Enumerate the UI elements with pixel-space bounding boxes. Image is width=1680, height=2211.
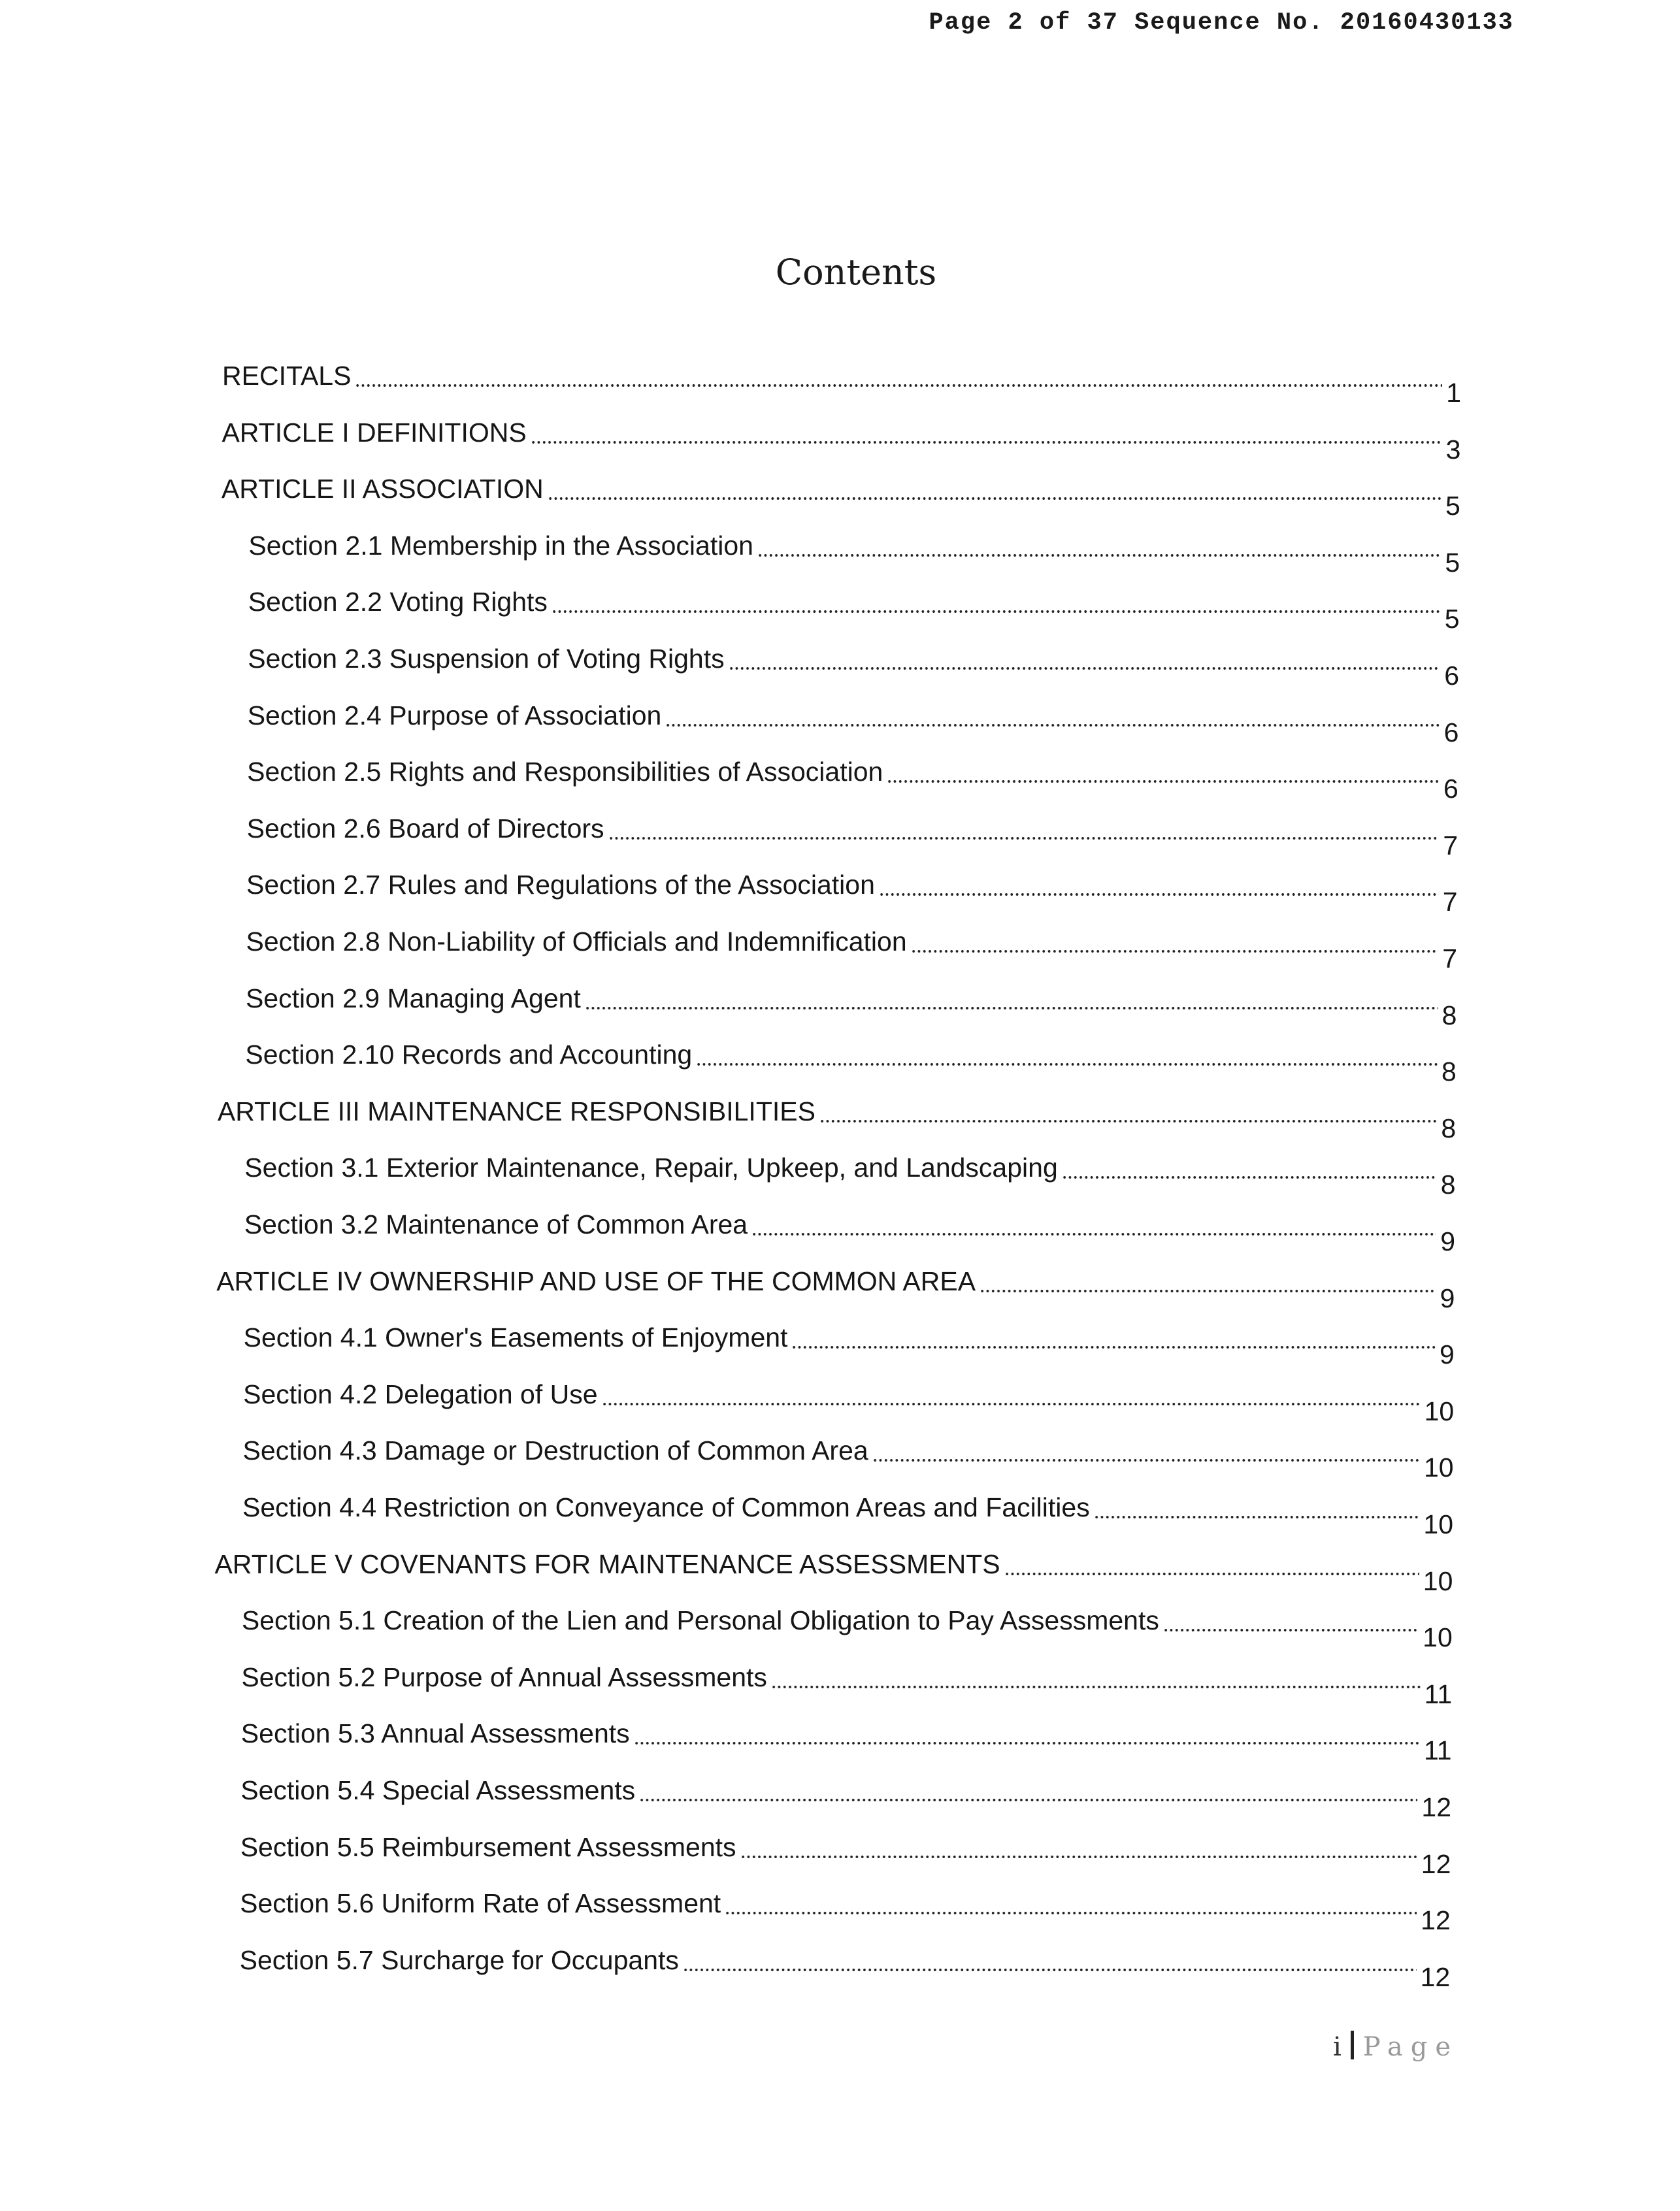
toc-entry-label: Section 3.2 Maintenance of Common Area xyxy=(244,1209,748,1239)
toc-section-entry[interactable] xyxy=(248,587,1460,634)
toc-dot-leader xyxy=(1094,1516,1420,1518)
toc-dot-leader xyxy=(771,1686,1421,1688)
toc-entry-page-number: 10 xyxy=(1423,1509,1453,1539)
toc-section-entry[interactable] xyxy=(244,1209,1455,1256)
toc-dot-leader xyxy=(872,1459,1420,1462)
toc-entry-page-number: 5 xyxy=(1445,491,1460,521)
toc-article-entry[interactable] xyxy=(216,1266,1455,1313)
page-sequence-header: Page 2 of 37 Sequence No. 20160430133 xyxy=(929,9,1514,37)
page-footer xyxy=(1333,2031,1458,2062)
toc-section-entry[interactable] xyxy=(246,870,1458,917)
toc-entry-page-number: 9 xyxy=(1440,1283,1455,1313)
toc-entry-label: Section 5.4 Special Assessments xyxy=(240,1775,636,1805)
toc-dot-leader xyxy=(585,1007,1438,1009)
footer-divider xyxy=(1351,2031,1354,2059)
toc-entry-label: Section 4.3 Damage or Destruction of Common Area xyxy=(242,1435,868,1466)
toc-section-entry[interactable] xyxy=(245,1040,1457,1087)
toc-entry-label: Section 4.4 Restriction on Conveyance of Common Areas and Facilities xyxy=(242,1492,1090,1522)
toc-entry-label: Section 5.7 Surcharge for Occupants xyxy=(239,1944,679,1975)
footer-page-number: i xyxy=(1333,2032,1345,2062)
toc-dot-leader xyxy=(531,441,1442,444)
toc-entry-page-number: 12 xyxy=(1421,1792,1451,1822)
toc-dot-leader xyxy=(791,1346,1436,1349)
toc-section-entry[interactable] xyxy=(240,1718,1452,1766)
toc-entry-label: Section 2.2 Voting Rights xyxy=(248,587,548,617)
toc-entry-page-number: 5 xyxy=(1444,604,1460,634)
toc-article-entry[interactable] xyxy=(221,474,1460,521)
toc-dot-leader xyxy=(665,724,1440,727)
toc-entry-label: Section 2.5 Rights and Responsibilities of Association xyxy=(247,757,883,787)
toc-section-entry[interactable] xyxy=(242,1492,1453,1539)
toc-entry-label: Section 2.8 Non-Liability of Officials and Indemnification xyxy=(246,926,907,957)
toc-article-entry[interactable] xyxy=(222,417,1461,465)
toc-entry-label: Section 5.2 Purpose of Annual Assessments xyxy=(241,1662,767,1692)
toc-dot-leader xyxy=(355,384,1442,387)
toc-dot-leader xyxy=(552,610,1441,613)
toc-entry-page-number: 6 xyxy=(1444,661,1459,691)
toc-dot-leader xyxy=(751,1233,1436,1236)
toc-entry-page-number: 6 xyxy=(1443,774,1458,804)
toc-section-entry[interactable] xyxy=(246,813,1458,860)
toc-entry-page-number: 10 xyxy=(1423,1622,1453,1653)
toc-entry-label: Section 4.2 Delegation of Use xyxy=(243,1379,598,1409)
toc-entry-page-number: 7 xyxy=(1442,943,1457,974)
toc-section-entry[interactable] xyxy=(240,1775,1451,1822)
toc-dot-leader xyxy=(879,893,1439,896)
toc-entry-label: Section 3.1 Exterior Maintenance, Repair, Upkeep, and Landscaping xyxy=(244,1153,1058,1183)
toc-entry-page-number: 10 xyxy=(1423,1452,1454,1483)
toc-entry-label: Section 2.9 Managing Agent xyxy=(245,983,581,1013)
toc-section-entry[interactable] xyxy=(242,1435,1454,1483)
toc-entry-label: Section 2.7 Rules and Regulations of the Association xyxy=(246,870,875,900)
toc-dot-leader xyxy=(725,1912,1417,1914)
toc-section-entry[interactable] xyxy=(243,1322,1455,1370)
toc-entry-page-number: 7 xyxy=(1442,887,1458,917)
toc-dot-leader xyxy=(757,554,1441,557)
toc-entry-label: RECITALS xyxy=(222,361,352,391)
toc-entry-page-number: 12 xyxy=(1421,1848,1451,1879)
toc-entry-page-number: 5 xyxy=(1445,547,1460,578)
page-title: Contents xyxy=(775,252,937,293)
toc-entry-page-number: 8 xyxy=(1441,1000,1457,1030)
toc-entry-label: Section 2.3 Suspension of Voting Rights xyxy=(248,644,725,674)
toc-entry-label: Section 2.10 Records and Accounting xyxy=(245,1040,693,1070)
toc-entry-page-number: 9 xyxy=(1440,1226,1455,1256)
toc-entry-page-number: 11 xyxy=(1424,1679,1453,1709)
toc-section-entry[interactable] xyxy=(241,1662,1453,1709)
toc-entry-label: Section 5.6 Uniform Rate of Assessment xyxy=(240,1888,721,1919)
toc-entry-page-number: 12 xyxy=(1421,1905,1451,1936)
toc-section-entry[interactable] xyxy=(245,983,1457,1030)
toc-dot-leader xyxy=(1062,1176,1437,1179)
toc-entry-page-number: 6 xyxy=(1443,717,1459,747)
toc-entry-page-number: 10 xyxy=(1424,1396,1455,1426)
toc-dot-leader xyxy=(819,1120,1437,1122)
toc-section-entry[interactable] xyxy=(247,700,1459,747)
toc-entry-label: ARTICLE IV OWNERSHIP AND USE OF THE COMMON AREA xyxy=(216,1266,976,1296)
toc-dot-leader xyxy=(1004,1573,1419,1575)
toc-dot-leader xyxy=(887,780,1440,783)
toc-section-entry[interactable] xyxy=(240,1888,1451,1936)
toc-entry-page-number: 7 xyxy=(1443,830,1458,860)
toc-section-entry[interactable] xyxy=(246,926,1458,974)
toc-entry-page-number: 10 xyxy=(1423,1565,1453,1596)
toc-article-entry[interactable] xyxy=(222,361,1461,408)
toc-entry-label: ARTICLE V COVENANTS FOR MAINTENANCE ASSESSMENTS xyxy=(214,1548,1000,1579)
toc-section-entry[interactable] xyxy=(247,757,1458,804)
toc-entry-label: ARTICLE I DEFINITIONS xyxy=(222,417,527,448)
toc-entry-page-number: 8 xyxy=(1441,1056,1457,1087)
toc-article-entry[interactable] xyxy=(214,1548,1453,1596)
toc-entry-label: Section 2.6 Board of Directors xyxy=(246,813,604,843)
toc-dot-leader xyxy=(608,837,1440,840)
toc-entry-label: ARTICLE III MAINTENANCE RESPONSIBILITIES xyxy=(217,1096,815,1126)
toc-section-entry[interactable] xyxy=(248,644,1459,691)
toc-section-entry[interactable] xyxy=(239,1944,1451,1992)
toc-entry-label: Section 4.1 Owner's Easements of Enjoyment xyxy=(243,1322,788,1353)
toc-dot-leader xyxy=(1163,1629,1419,1631)
toc-entry-label: Section 5.1 Creation of the Lien and Personal Obligation to Pay Assessments xyxy=(241,1605,1159,1636)
toc-entry-label: Section 5.3 Annual Assessments xyxy=(240,1718,630,1749)
toc-section-entry[interactable] xyxy=(248,530,1460,578)
toc-entry-label: Section 2.4 Purpose of Association xyxy=(247,700,662,730)
toc-article-entry[interactable] xyxy=(217,1096,1457,1143)
toc-entry-label: Section 2.1 Membership in the Association xyxy=(248,530,753,561)
footer-page-word: Page xyxy=(1362,2032,1459,2062)
toc-section-entry[interactable] xyxy=(243,1379,1455,1426)
toc-entry-page-number: 8 xyxy=(1440,1170,1456,1200)
toc-entry-page-number: 1 xyxy=(1446,378,1461,408)
toc-dot-leader xyxy=(683,1969,1417,1971)
toc-entry-page-number: 12 xyxy=(1420,1961,1451,1992)
toc-entry-label: Section 5.5 Reimbursement Assessments xyxy=(240,1831,736,1862)
toc-dot-leader xyxy=(634,1742,1420,1744)
toc-dot-leader xyxy=(602,1403,1421,1405)
toc-dot-leader xyxy=(740,1856,1417,1858)
toc-section-entry[interactable] xyxy=(244,1153,1456,1200)
toc-dot-leader xyxy=(911,950,1439,953)
toc-entry-page-number: 9 xyxy=(1439,1339,1455,1370)
toc-entry-label: ARTICLE II ASSOCIATION xyxy=(221,474,544,504)
toc-dot-leader xyxy=(639,1799,1417,1801)
toc-dot-leader xyxy=(729,667,1441,670)
toc-entry-page-number: 11 xyxy=(1424,1735,1452,1766)
toc-entry-page-number: 8 xyxy=(1441,1113,1457,1143)
toc-dot-leader xyxy=(696,1063,1438,1066)
toc-dot-leader xyxy=(548,497,1441,500)
toc-section-entry[interactable] xyxy=(240,1831,1451,1879)
toc-section-entry[interactable] xyxy=(241,1605,1453,1653)
toc-dot-leader xyxy=(980,1290,1436,1292)
toc-entry-page-number: 3 xyxy=(1445,434,1461,465)
